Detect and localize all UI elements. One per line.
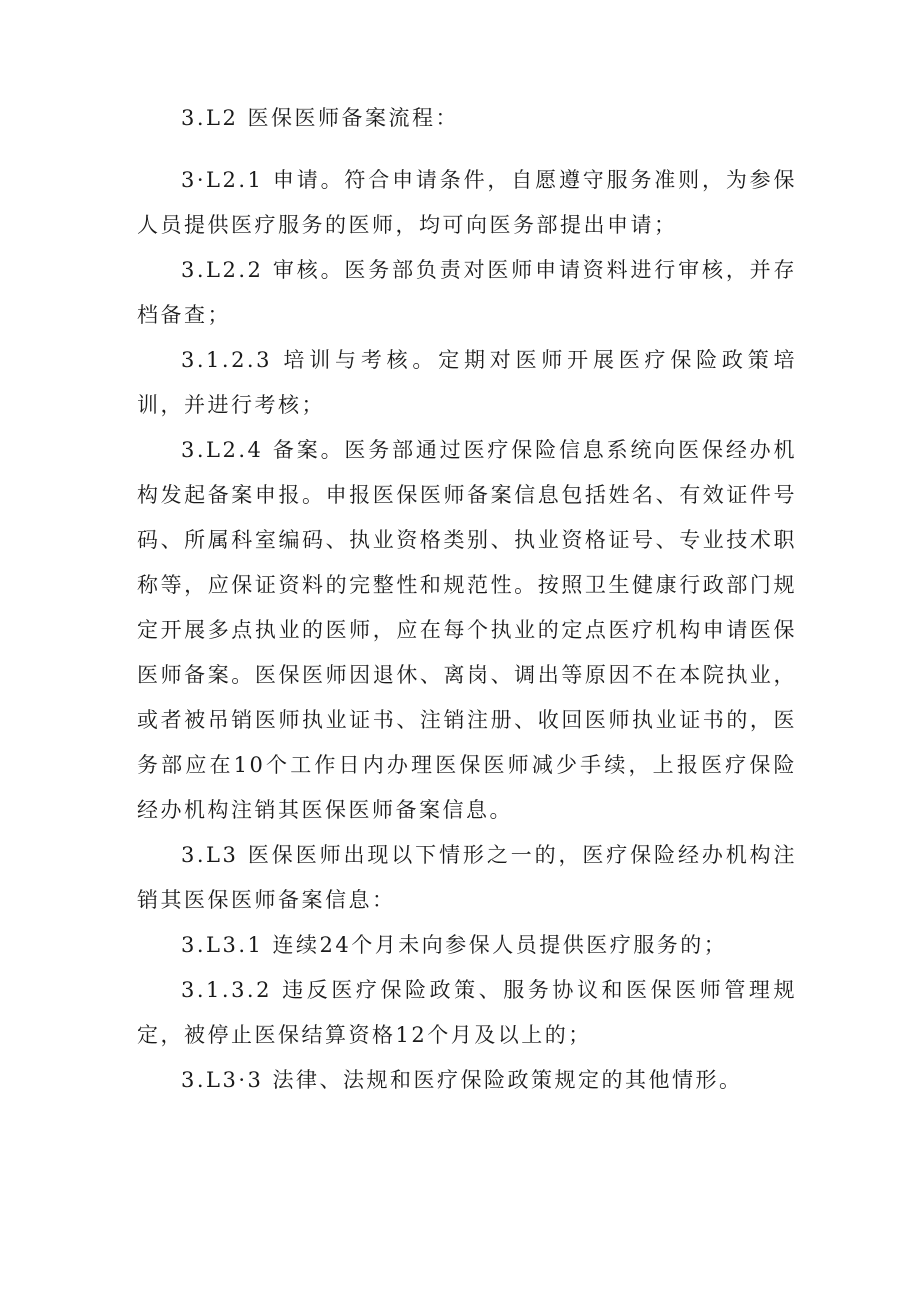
paragraph-review: 3.L2.2 审核。医务部负责对医师申请资料进行审核，并存档备查； xyxy=(137,258,797,327)
paragraph-filing: 3.L2.4 备案。医务部通过医疗保险信息系统向医保经办机构发起备案申报。申报医保医师备案信息包括姓名、有效证件号码、所属科室编码、执业资格类别、执业资格证号、专业技术职称等，应保证资料的完整性和规范性。按照卫生健康行政部门规定开展多点执业的医师，应在每个执业的定点医疗机构申请医保医师备案。医保医师因退休、离岗、调出等原因不在本院执业，或者被吊销医师执业证书、注销注册、收回医师执业证书的，医务部应在10个工作日内办理医保医师减少手续，上报医疗保险经办机构注销其医保医师备案信息。 xyxy=(137,438,797,822)
document-body xyxy=(137,96,797,1103)
paragraph-item-3-1-3-2: 3.1.3.2 违反医疗保险政策、服务协议和医保医师管理规定，被停止医保结算资格12个月及以上的； xyxy=(137,978,797,1047)
paragraph-item-3-1-3-3: 3.L3·3 法律、法规和医疗保险政策规定的其他情形。 xyxy=(181,1068,743,1092)
paragraph-application: 3·L2.1 申请。符合申请条件，自愿遵守服务准则，为参保人员提供医疗服务的医师，均可向医务部提出申请； xyxy=(137,168,797,237)
paragraph-training: 3.1.2.3 培训与考核。定期对医师开展医疗保险政策培训，并进行考核； xyxy=(137,348,797,417)
paragraph-item-3-1-3-1: 3.L3.1 连续24个月未向参保人员提供医疗服务的； xyxy=(181,933,728,957)
paragraph-section-3-1-2: 3.L2 医保医师备案流程： xyxy=(181,106,460,130)
paragraph-section-3-1-3: 3.L3 医保医师出现以下情形之一的，医疗保险经办机构注销其医保医师备案信息： xyxy=(137,843,797,912)
